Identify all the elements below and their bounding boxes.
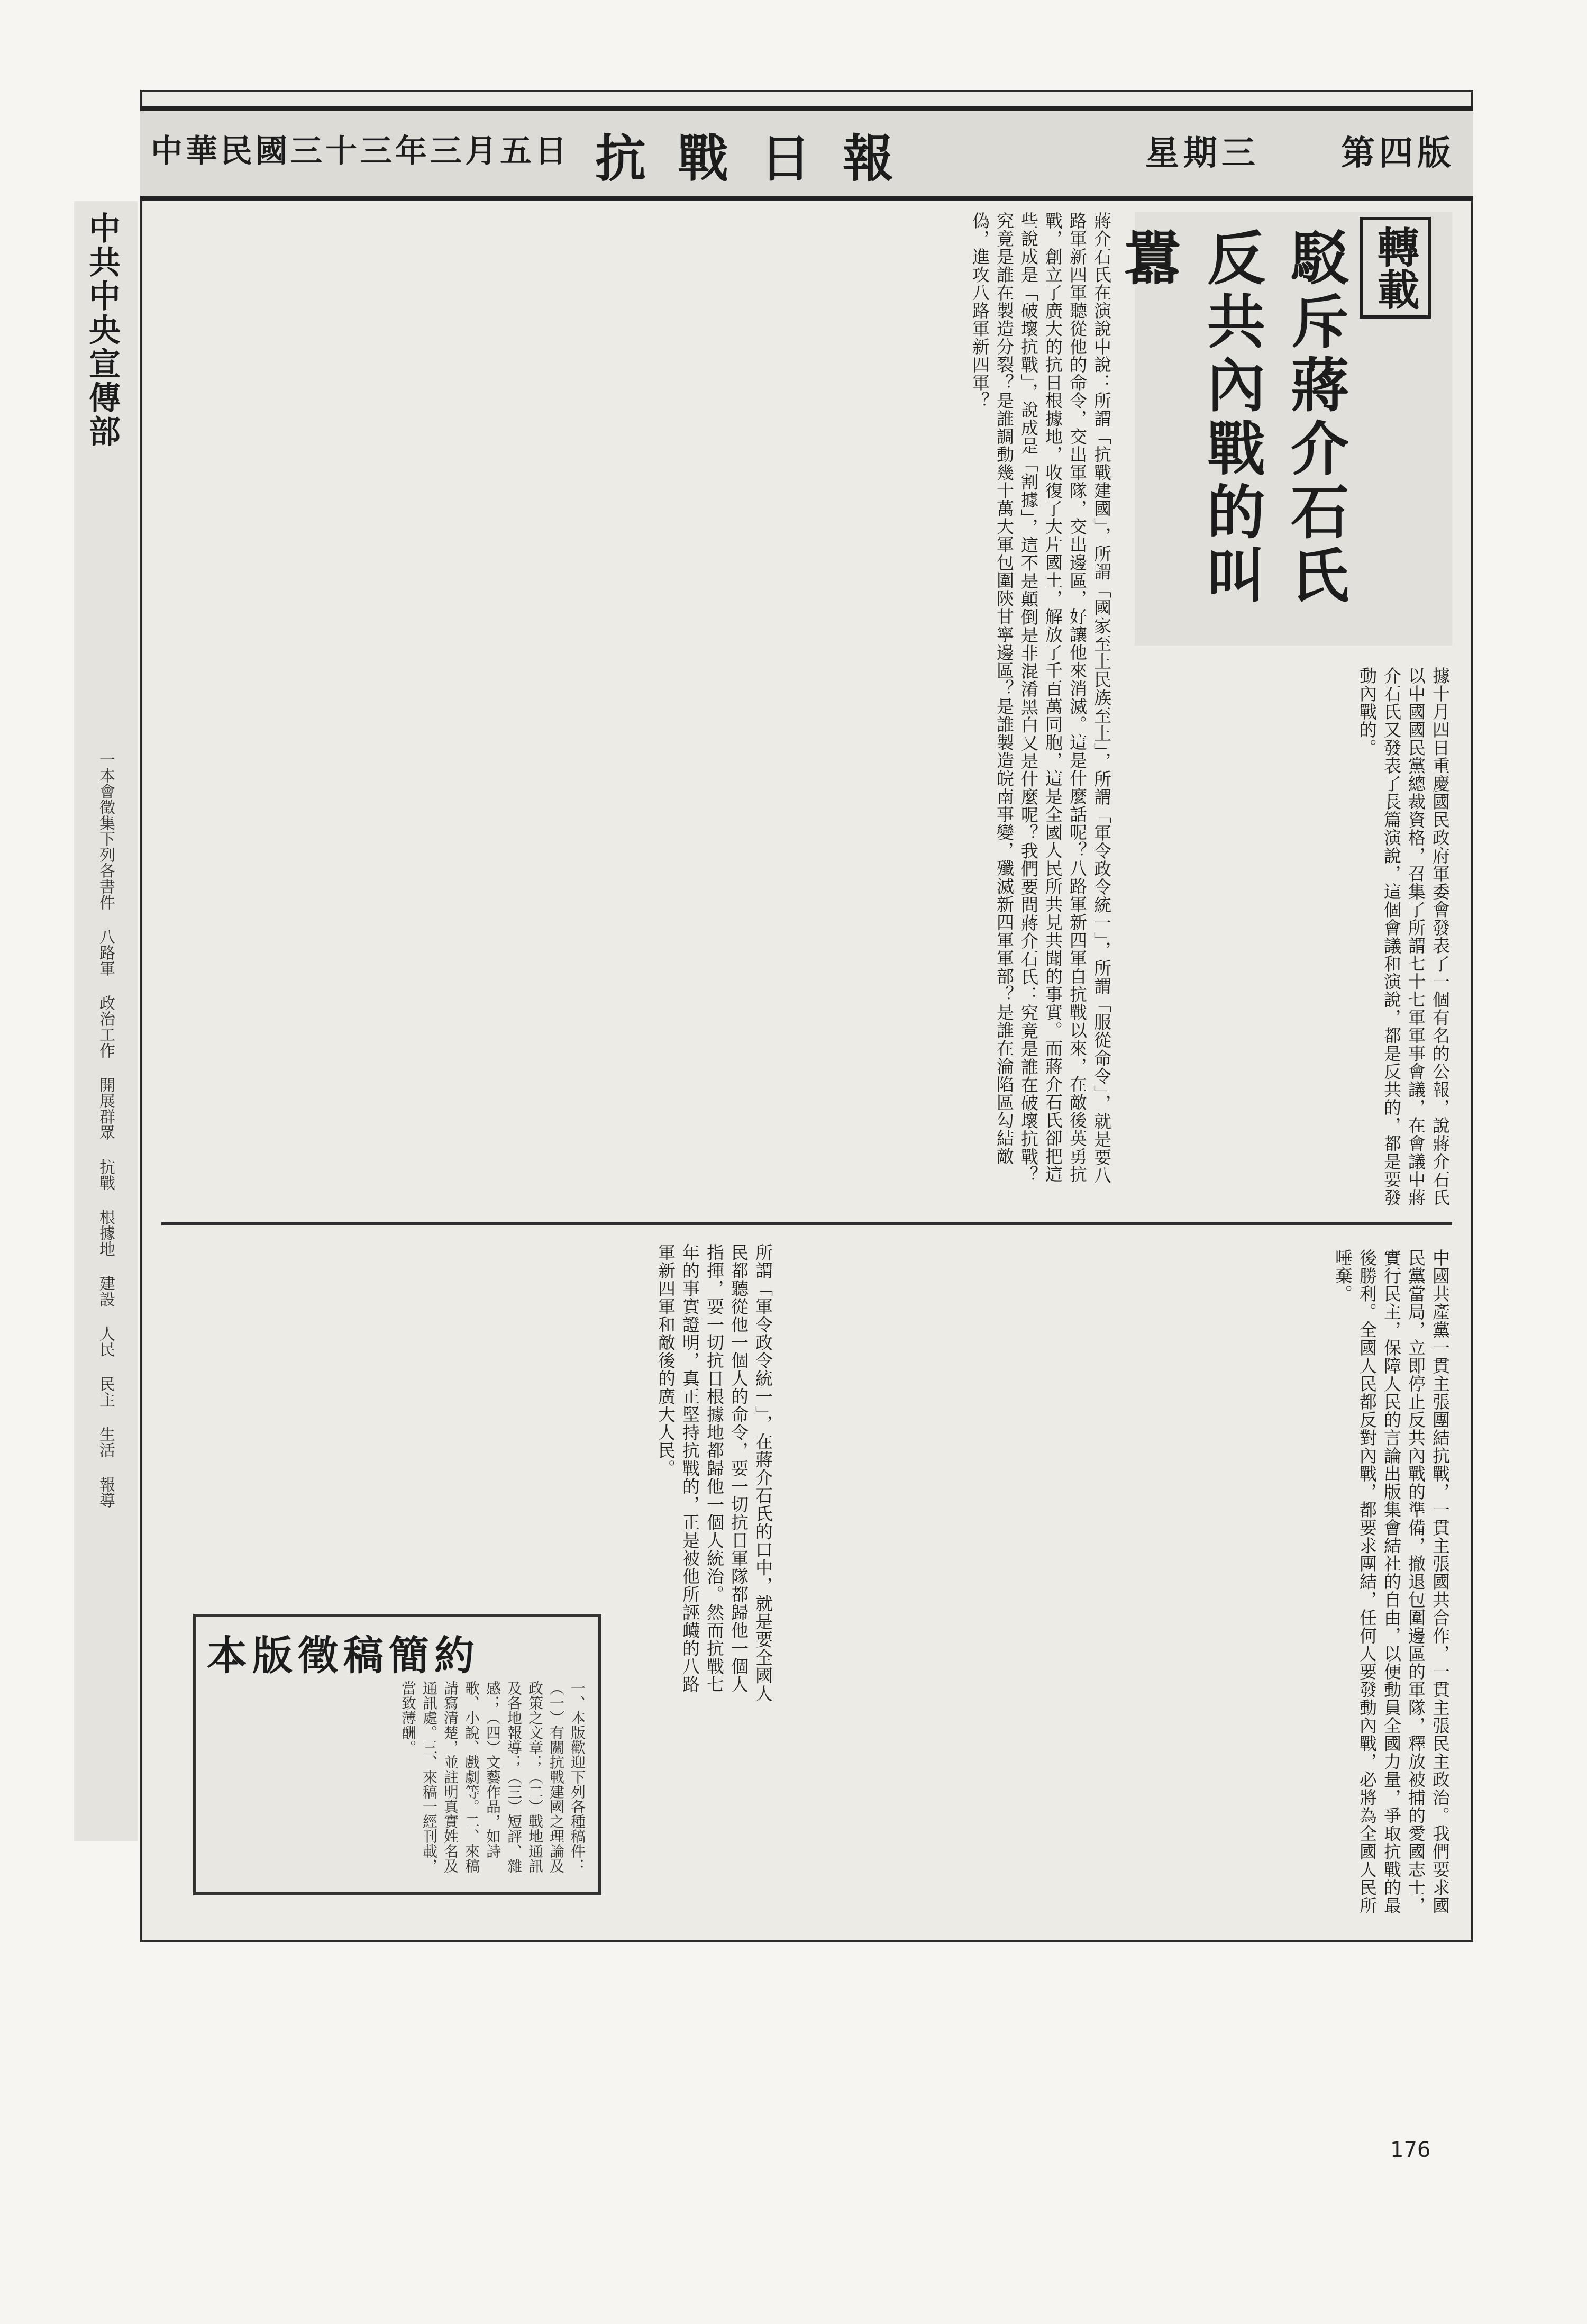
adjacent-page-strip	[74, 201, 138, 1841]
article-column-a: 據十月四日重慶國民政府軍委會發表了一個有名的公報，說蔣介石氏以中國國民黨總裁資格，召集了所謂七十七軍軍事會議，在會議中蔣介石氏又發表了長篇演說，這個會議和演說，都是反共的，都是要發動內戰的。	[1357, 667, 1451, 1206]
masthead	[140, 106, 1473, 201]
paper-name: 抗戰日報	[595, 129, 925, 188]
notice-title: 本版徵稿簡約	[207, 1632, 480, 1679]
adjacent-heading: 中共中央宣傳部	[84, 212, 121, 449]
article-column-d: 所謂「軍令政令統一」，在蔣介石氏的口中，就是要全國人民都聽從他一個人的命令，要一切抗日軍隊都歸他一個人指揮，要一切抗日根據地都歸他一個人統治。然而抗戰七年的事實證明，真正堅持抗戰的，正是被他所誣衊的八路軍新四軍和敵後的廣大人民。	[655, 1243, 773, 1703]
notice-body: 一、本版歡迎下列各種稿件：（一）有關抗戰建國之理論及政策之文章；（二）戰地通訊及各地報導；（三）短評、雜感；（四）文藝作品，如詩歌、小說、戲劇等。二、來稿請寫清楚，並註明真實姓名及通訊處。三、來稿一經刊載，當致薄酬。	[399, 1681, 586, 1873]
issue-date: 中華民國三十三年三月五日	[151, 133, 570, 170]
page-label: 第四版	[1341, 133, 1455, 173]
section-divider	[161, 1222, 1452, 1225]
article-column-c: 中國共產黨一貫主張團結抗戰，一貫主張國共合作，一貫主張民主政治。我們要求國民黨當局，立即停止反共內戰的準備，撤退包圍邊區的軍隊，釋放被捕的愛國志士，實行民主，保障人民的言論出版集會結社的自由，以便動員全國力量，爭取抗戰的最後勝利。全國人民都反對內戰，都要求團結，任何人要發動內戰，必將為全國人民所唾棄。	[1333, 1249, 1451, 1914]
reprint-tag: 轉載	[1360, 217, 1431, 319]
article-column-b: 蔣介石氏在演說中說：所謂「抗戰建國」，所謂「國家至上民族至上」，所謂「軍令政令統一」，所謂「服從命令」，就是要八路軍新四軍聽從他的命令，交出軍隊，交出邊區，好讓他來消滅。這是什麼話呢？八路軍新四軍自抗戰以來，在敵後英勇抗戰，創立了廣大的抗日根據地，收復了大片國土，解放了千百萬同胞，這是全國人民所共見共聞的事實。而蔣介石氏卻把這些說成是「破壞抗戰」，說成是「割據」，這不是顛倒是非混淆黑白又是什麼呢？我們要問蔣介石氏：究竟是誰在破壞抗戰？究竟是誰在製造分裂？是誰調動幾十萬大軍包圍陝甘寧邊區？是誰製造皖南事變，殲滅新四軍軍部？是誰在淪陷區勾結敵偽，進攻八路軍新四軍？	[970, 212, 1112, 1184]
submission-notice	[193, 1614, 601, 1895]
newspaper-page	[140, 90, 1473, 1942]
article-headline: 駁斥蔣介石氏反共內戰的叫囂	[1114, 228, 1349, 609]
weekday: 星期三	[1145, 133, 1260, 173]
adjacent-text: 一本會徵集下列各書件 八路軍 政治工作 開展群眾 抗戰 根據地 建設 人民 民主 生活 報導	[96, 751, 115, 1508]
page-number: 176	[1390, 2138, 1431, 2162]
headline-block	[1114, 212, 1452, 646]
